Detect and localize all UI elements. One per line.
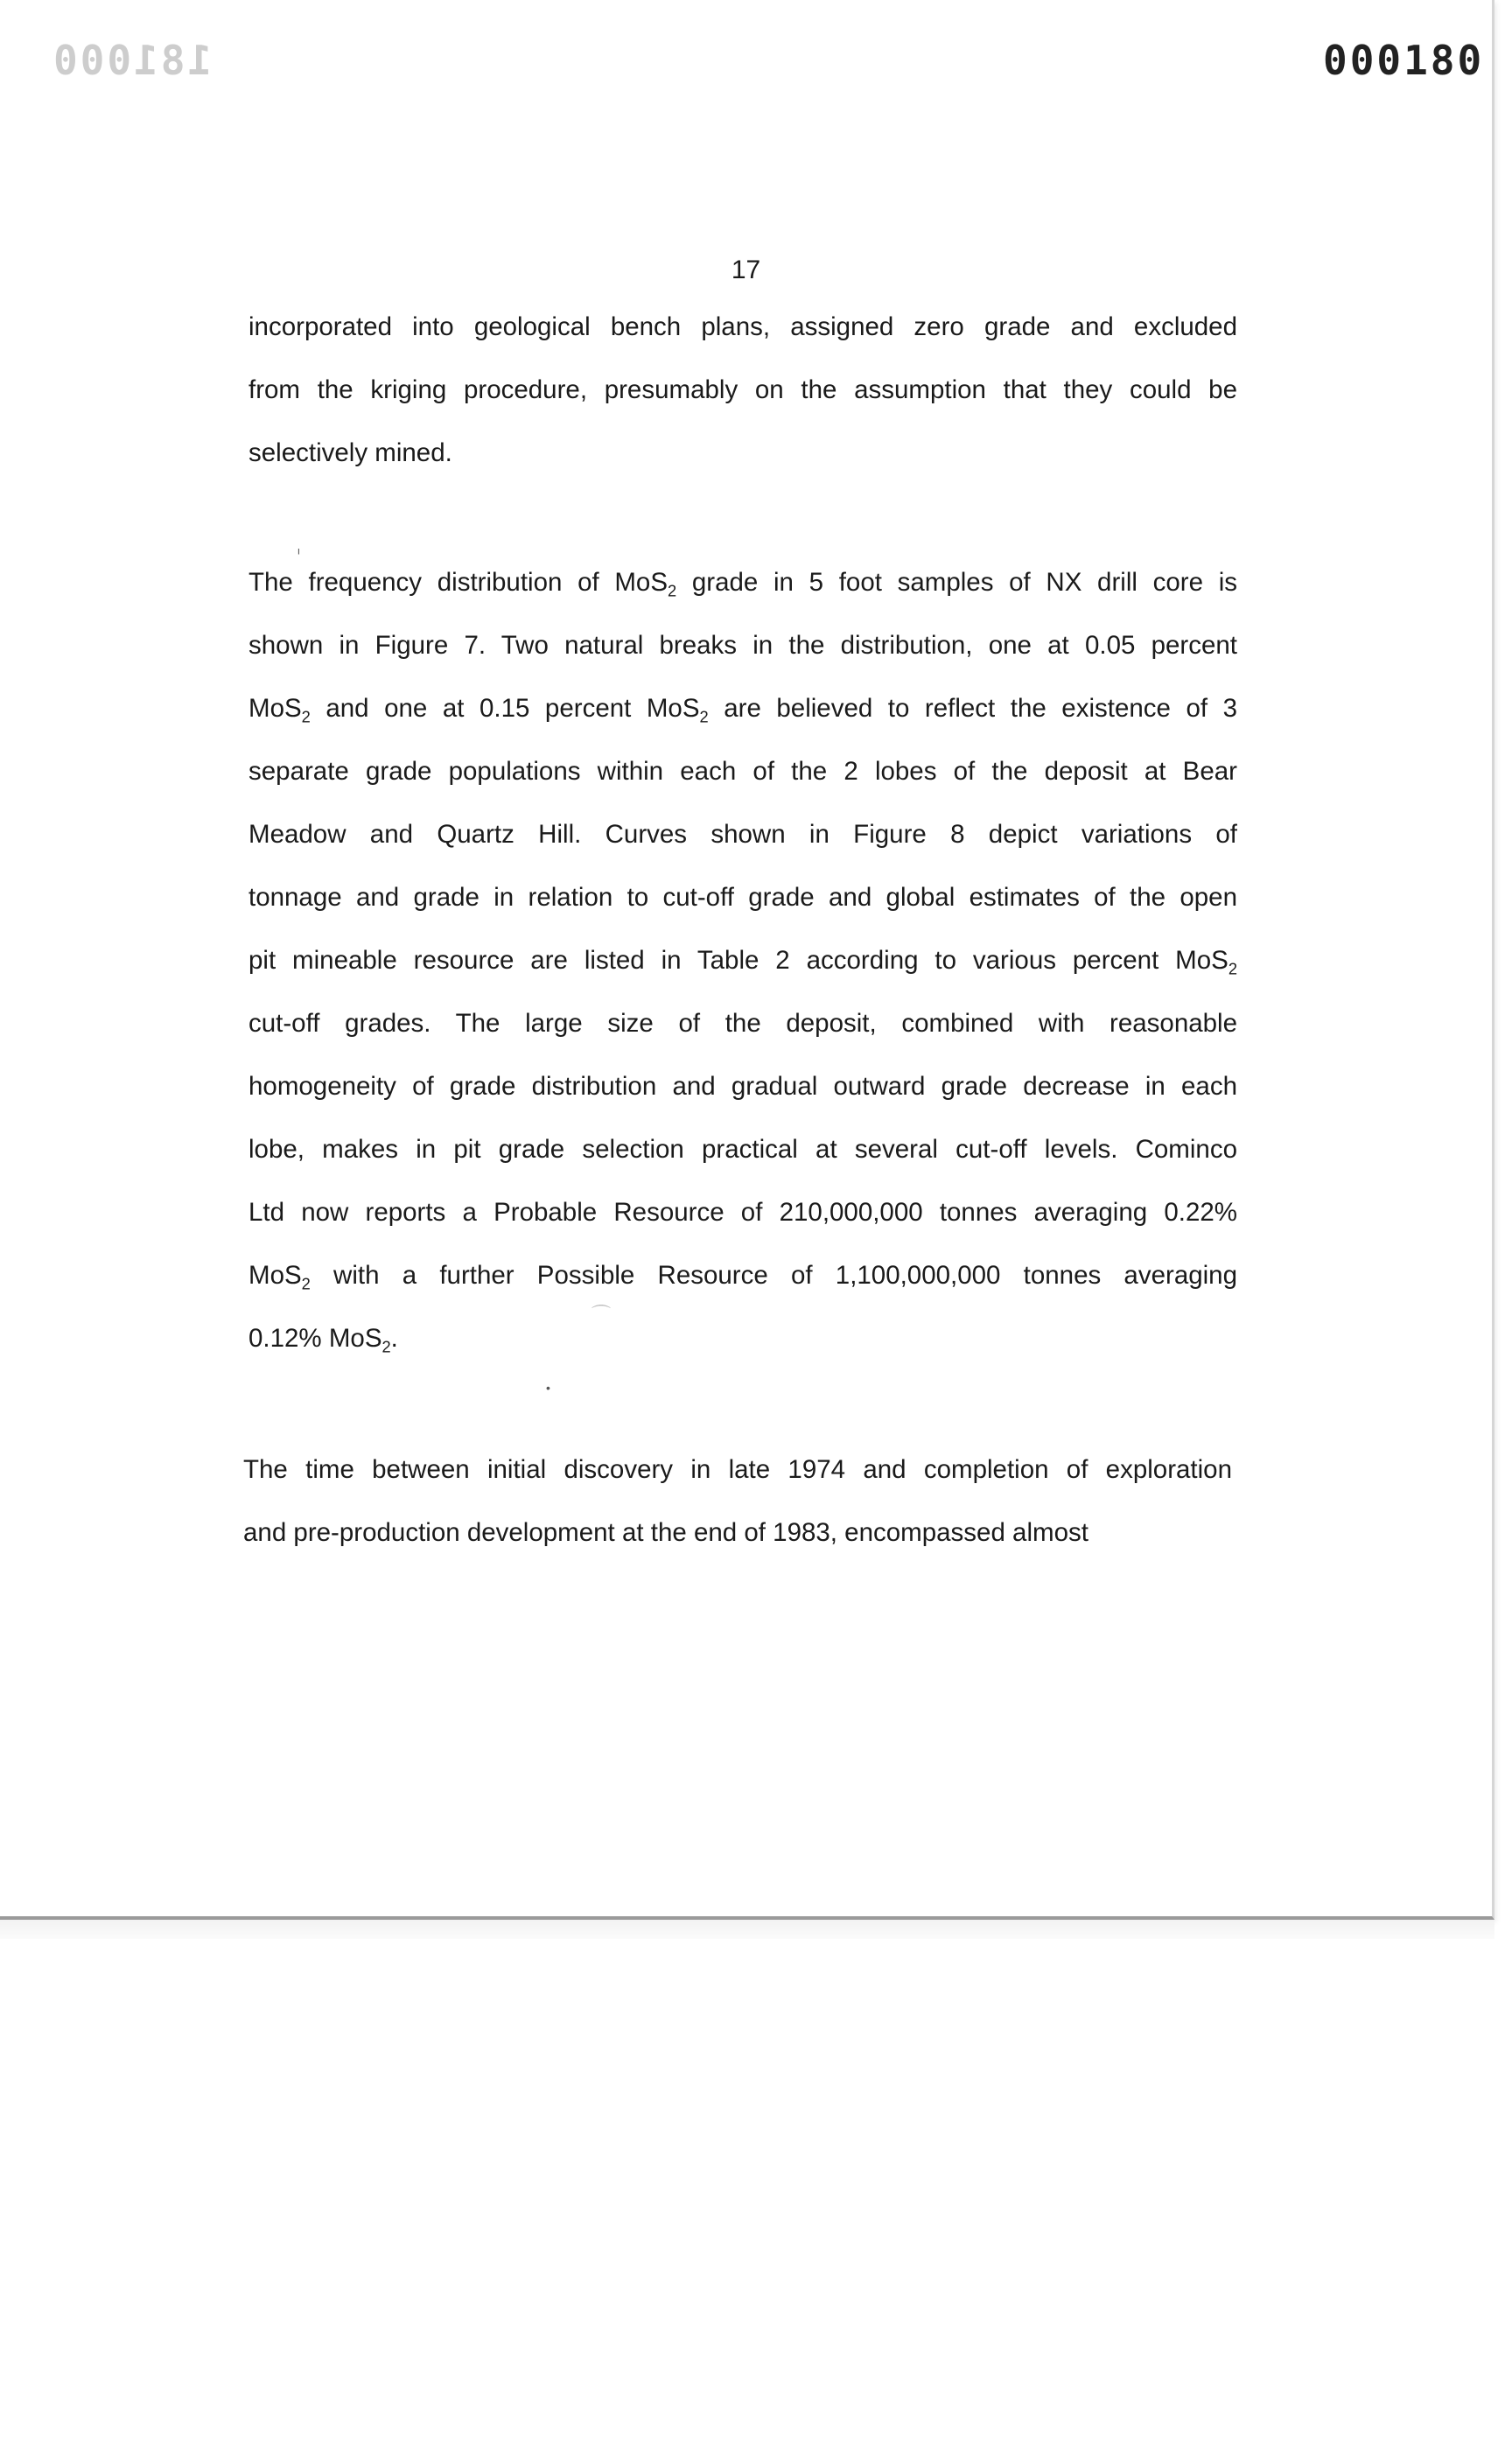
paragraph-1	[248, 296, 1237, 485]
text-line: MoS$_2$ and one at 0.15 percent MoS$_2$ are believed to reflect the existence of 3	[248, 694, 1237, 726]
text-line: cut-off grades. The large size of the deposit, combined with reasonable	[248, 1009, 1237, 1038]
text-line: pit mineable resource are listed in Table 2 according to various percent MoS$_2$	[248, 946, 1237, 978]
text-line: and pre-production development at the end of 1983, encompassed almost	[243, 1518, 1088, 1547]
scan-speck: •	[546, 1381, 550, 1395]
subscript-2: 2	[382, 1337, 391, 1356]
text-line: Meadow and Quartz Hill. Curves shown in Figure 8 depict variations of	[248, 820, 1237, 849]
text-line: The time between initial discovery in late 1974 and completion of exploration	[243, 1455, 1232, 1484]
paragraph-3	[243, 1438, 1232, 1564]
text-line: incorporated into geological bench plans, assigned zero grade and excluded	[248, 312, 1237, 341]
text-line: 0.12% MoS$_2$.	[248, 1324, 398, 1356]
text-line: from the kriging procedure, presumably on the assumption that they could be	[248, 375, 1237, 404]
scan-speck: ⌒	[592, 1304, 612, 1326]
subscript-2: 2	[699, 707, 709, 726]
page-number: 17	[731, 256, 761, 284]
text-line: Ltd now reports a Probable Resource of 210,000,000 tonnes averaging 0.22%	[248, 1198, 1237, 1227]
text-line: shown in Figure 7. Two natural breaks in the distribution, one at 0.05 percent	[248, 631, 1237, 660]
paragraph-2	[248, 551, 1237, 1370]
text-line: selectively mined.	[248, 438, 452, 467]
text-line: MoS$_2$ with a further Possible Resource of 1,100,000,000 tonnes averaging	[248, 1261, 1237, 1293]
subscript-2: 2	[301, 707, 311, 726]
page-stamp-number: 000180	[1323, 37, 1485, 84]
text-line: separate grade populations within each of the 2 lobes of the deposit at Bear	[248, 757, 1237, 786]
subscript-2: 2	[301, 1274, 311, 1293]
text-line: tonnage and grade in relation to cut-off grade and global estimates of the open	[248, 883, 1237, 912]
text-line: The frequency distribution of MoS$_2$ grade in 5 foot samples of NX drill core is	[248, 568, 1237, 600]
subscript-2: 2	[1228, 959, 1237, 978]
text-line: lobe, makes in pit grade selection practical at several cut-off levels. Cominco	[248, 1135, 1237, 1164]
scan-speck: ᶦ	[298, 544, 300, 562]
mirrored-page-stamp: 181000	[51, 37, 213, 84]
text-line: homogeneity of grade distribution and gradual outward grade decrease in each	[248, 1072, 1237, 1101]
subscript-2: 2	[668, 581, 677, 600]
